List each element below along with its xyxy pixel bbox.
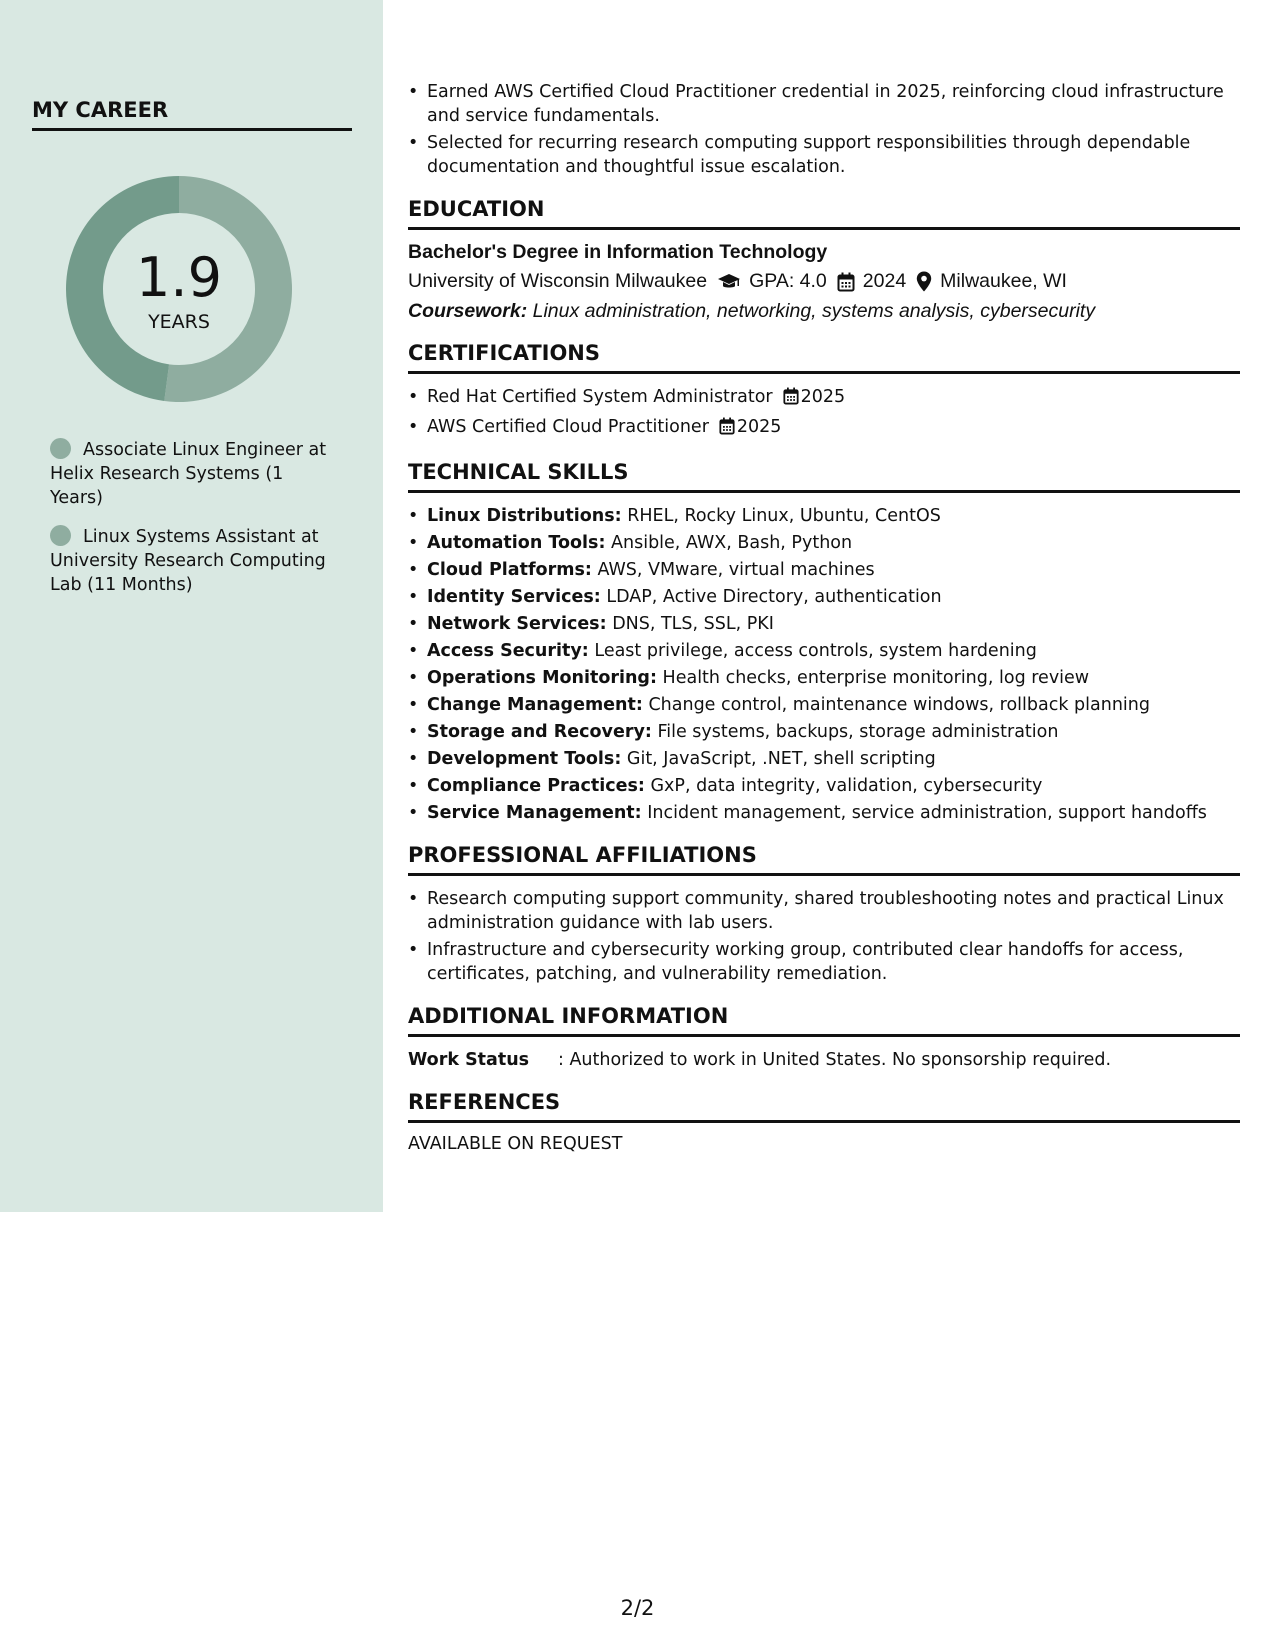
skill-item — [408, 774, 1240, 798]
coursework-label: Coursework: — [408, 300, 528, 322]
skill-item — [408, 747, 1240, 771]
calendar-icon — [783, 387, 799, 412]
career-item-label: Linux Systems Assistant at University Research Computing Lab (11 Months) — [50, 527, 326, 595]
certifications-list — [408, 385, 1240, 442]
certification-year: 2025 — [800, 387, 846, 407]
skill-item — [408, 720, 1240, 744]
coursework-text: Linux administration, networking, systems analysis, cybersecurity — [532, 300, 1096, 322]
skill-value: LDAP, Active Directory, authentication — [606, 587, 942, 607]
certification-item — [408, 385, 1240, 412]
skill-label: Operations Monitoring: — [427, 668, 657, 688]
sidebar — [0, 0, 383, 1212]
school-name: University of Wisconsin Milwaukee — [408, 270, 708, 292]
work-status-row — [408, 1048, 1240, 1072]
affiliation-item: • Research computing support community, shared troubleshooting notes and practical Linux administration guidance with lab users. — [408, 887, 1240, 935]
skill-value: Git, JavaScript, .NET, shell scripting — [626, 749, 936, 769]
career-list — [50, 438, 330, 612]
career-item — [50, 438, 330, 510]
graduation-year: 2024 — [862, 270, 907, 292]
additional-info-heading: ADDITIONAL INFORMATION — [408, 1004, 1240, 1037]
skill-item — [408, 612, 1240, 636]
graduation-cap-icon — [717, 273, 741, 291]
experience-bullet: • Selected for recurring research computing support responsibilities through dependable documentation and thoughtful issue escalation. — [408, 131, 1240, 179]
certifications-heading: CERTIFICATIONS — [408, 341, 1240, 374]
skill-item — [408, 531, 1240, 555]
skill-value: AWS, VMware, virtual machines — [597, 560, 875, 580]
experience-bullets — [408, 80, 1240, 179]
work-status-label: Work Status — [408, 1050, 530, 1070]
career-item — [50, 525, 330, 597]
career-item-label: Associate Linux Engineer at Helix Research Systems (1 Years) — [50, 440, 327, 508]
skill-item — [408, 504, 1240, 528]
skill-value: Health checks, enterprise monitoring, log review — [662, 668, 1090, 688]
experience-bullet: • Earned AWS Certified Cloud Practitioner credential in 2025, reinforcing cloud infrastructure and service fundamentals. — [408, 80, 1240, 128]
work-status-value: : Authorized to work in United States. No sponsorship required. — [558, 1050, 1112, 1070]
calendar-icon — [719, 417, 735, 442]
affiliation-item: • Infrastructure and cybersecurity working group, contributed clear handoffs for access, certificates, patching, and vulnerability remediation. — [408, 938, 1240, 986]
skill-item — [408, 693, 1240, 717]
page-number: 2/2 — [620, 1596, 655, 1620]
affiliations-list — [408, 887, 1240, 986]
gpa: GPA: 4.0 — [749, 270, 827, 292]
skill-label: Linux Distributions: — [427, 506, 622, 526]
skill-item — [408, 801, 1240, 825]
skill-label: Change Management: — [427, 695, 643, 715]
affiliations-heading: PROFESSIONAL AFFILIATIONS — [408, 843, 1240, 876]
skill-value: Least privilege, access controls, system hardening — [594, 641, 1037, 661]
skill-label: Automation Tools: — [427, 533, 606, 553]
skill-value: Ansible, AWX, Bash, Python — [611, 533, 853, 553]
career-title: MY CAREER — [32, 98, 352, 131]
skill-label: Storage and Recovery: — [427, 722, 652, 742]
skill-label: Development Tools: — [427, 749, 622, 769]
coursework — [408, 300, 1240, 323]
skill-value: File systems, backups, storage administration — [657, 722, 1059, 742]
education-location: Milwaukee, WI — [940, 270, 1067, 292]
certification-name: AWS Certified Cloud Practitioner — [427, 417, 709, 437]
skill-label: Service Management: — [427, 803, 642, 823]
calendar-icon — [837, 272, 855, 292]
skill-value: RHEL, Rocky Linux, Ubuntu, CentOS — [627, 506, 941, 526]
years-unit: YEARS — [148, 311, 210, 333]
references-text: AVAILABLE ON REQUEST — [408, 1134, 623, 1154]
skill-value: DNS, TLS, SSL, PKI — [612, 614, 774, 634]
skill-item — [408, 639, 1240, 663]
main-content — [408, 80, 1240, 1154]
skill-label: Network Services: — [427, 614, 607, 634]
certification-year: 2025 — [736, 417, 782, 437]
skill-label: Compliance Practices: — [427, 776, 645, 796]
education-heading: EDUCATION — [408, 197, 1240, 230]
skill-value: Incident management, service administration, support handoffs — [647, 803, 1207, 823]
skill-value: Change control, maintenance windows, rollback planning — [648, 695, 1150, 715]
skill-value: GxP, data integrity, validation, cybersecurity — [650, 776, 1043, 796]
skill-item — [408, 666, 1240, 690]
career-years-donut — [66, 176, 292, 402]
skill-label: Identity Services: — [427, 587, 601, 607]
skills-list — [408, 504, 1240, 825]
certification-item — [408, 415, 1240, 442]
legend-dot-icon — [50, 525, 71, 546]
years-value: 1.9 — [136, 246, 222, 309]
education-details — [408, 270, 1240, 293]
skill-item — [408, 558, 1240, 582]
skill-item — [408, 585, 1240, 609]
certification-name: Red Hat Certified System Administrator — [427, 387, 773, 407]
map-pin-icon — [916, 271, 932, 292]
skill-label: Cloud Platforms: — [427, 560, 592, 580]
references-heading: REFERENCES — [408, 1090, 1240, 1123]
skills-heading: TECHNICAL SKILLS — [408, 460, 1240, 493]
degree-title: Bachelor's Degree in Information Technology — [408, 241, 828, 263]
legend-dot-icon — [50, 438, 71, 459]
skill-label: Access Security: — [427, 641, 589, 661]
